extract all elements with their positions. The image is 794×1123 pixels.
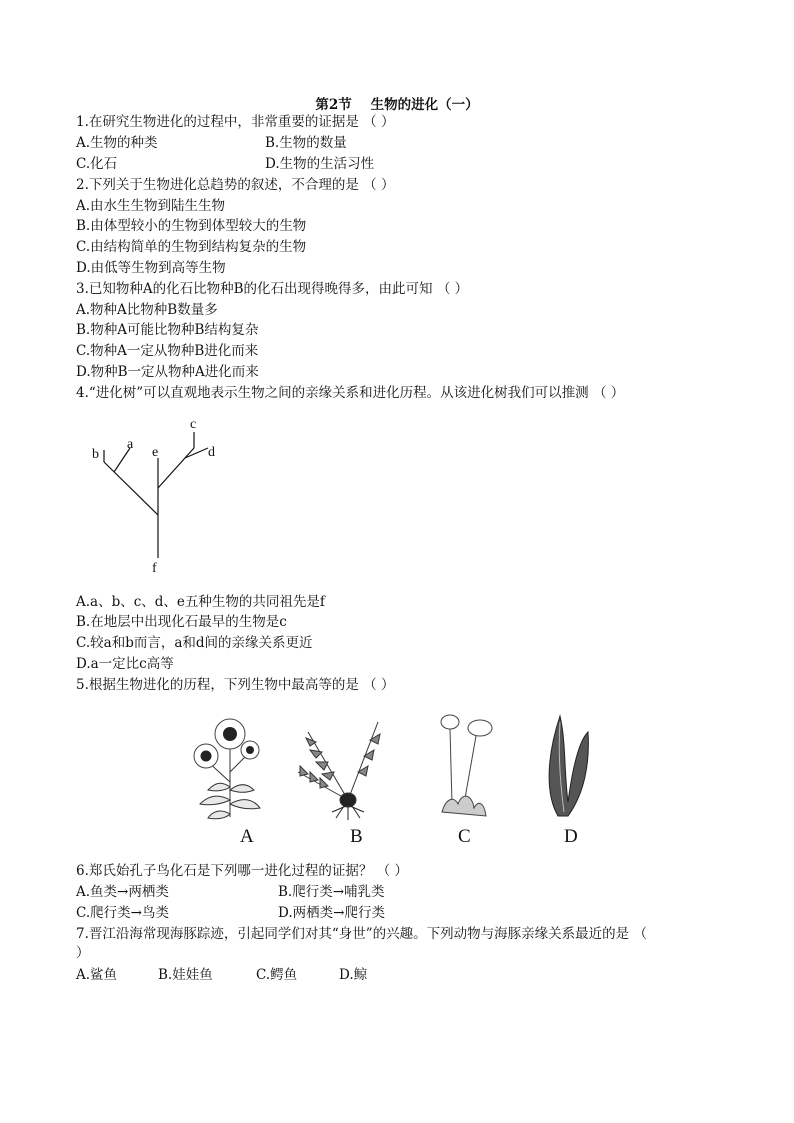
question-2-option-b: B.由体型较小的生物到体型较大的生物 xyxy=(76,218,307,234)
question-6-option-c: C.爬行类→鸟类 xyxy=(76,905,169,921)
image-label-b: B xyxy=(350,826,363,847)
image-label-c: C xyxy=(458,826,471,847)
image-label-a: A xyxy=(240,826,254,847)
question-6-option-a: A.鱼类→两栖类 xyxy=(76,884,169,900)
question-1-option-b: B.生物的数量 xyxy=(265,135,347,151)
question-1-stem: 1.在研究生物进化的过程中，非常重要的证据是 （ ） xyxy=(76,114,395,130)
question-4-stem: 4.“进化树”可以直观地表示生物之间的亲缘关系和进化历程。从该进化树我们可以推测 （ ） xyxy=(76,385,625,401)
question-3-option-d: D.物种B一定从物种A进化而来 xyxy=(76,364,259,380)
tree-label-c: c xyxy=(190,417,197,432)
evolution-tree-diagram xyxy=(80,410,240,580)
question-7-stem-line1: 7.晋江沿海常现海豚踪迹，引起同学们对其“身世”的兴趣。下列动物与海豚亲缘关系最近的是 （ xyxy=(76,926,647,942)
sunflower-plant-image xyxy=(186,712,268,822)
question-6-option-b: B.爬行类→哺乳类 xyxy=(278,884,385,900)
question-7-option-d: D.鲸 xyxy=(339,967,368,983)
tree-branch-d xyxy=(185,448,208,458)
tree-label-f: f xyxy=(152,561,157,576)
question-7-stem-line2: ） xyxy=(76,945,90,961)
question-1-option-c: C.化石 xyxy=(76,156,118,172)
question-2-stem: 2.下列关于生物进化总趋势的叙述，不合理的是 （ ） xyxy=(76,177,395,193)
seaweed-plant-image xyxy=(538,712,596,822)
question-1-option-d: D.生物的生活习性 xyxy=(265,156,375,172)
question-4-option-d: D.a一定比c高等 xyxy=(76,656,174,672)
moss-plant-image xyxy=(428,712,502,822)
tree-label-b: b xyxy=(92,447,99,462)
image-label-d: D xyxy=(564,826,578,847)
fern-plant-image xyxy=(288,712,392,822)
tree-label-d: d xyxy=(208,445,215,460)
question-2-option-d: D.由低等生物到高等生物 xyxy=(76,260,226,276)
question-2-option-a: A.由水生生物到陆生生物 xyxy=(76,198,226,214)
question-3-option-c: C.物种A一定从物种B进化而来 xyxy=(76,343,259,359)
question-6-option-d: D.两栖类→爬行类 xyxy=(278,905,385,921)
question-1-option-a: A.生物的种类 xyxy=(76,135,158,151)
tree-branch-ab xyxy=(104,462,158,515)
question-7-option-c: C.鳄鱼 xyxy=(256,967,298,983)
question-5-stem: 5.根据生物进化的历程，下列生物中最高等的是 （ ） xyxy=(76,677,395,693)
tree-branch-cd xyxy=(158,448,194,488)
tree-label-e: e xyxy=(152,445,159,460)
question-3-option-a: A.物种A比物种B数量多 xyxy=(76,302,218,318)
question-6-stem: 6.郑氏始孔子鸟化石是下列哪一进化过程的证据？ （ ） xyxy=(76,863,408,879)
question-4-option-a: A.a、b、c、d、e五种生物的共同祖先是f xyxy=(76,594,325,610)
question-4-option-b: B.在地层中出现化石最早的生物是c xyxy=(76,614,287,630)
question-4-option-c: C.较a和b而言，a和d间的亲缘关系更近 xyxy=(76,635,313,651)
question-2-option-c: C.由结构简单的生物到结构复杂的生物 xyxy=(76,239,307,255)
tree-label-a: a xyxy=(127,437,134,452)
question-3-stem: 3.已知物种A的化石比物种B的化石出现得晚得多，由此可知 （ ） xyxy=(76,281,469,297)
plant-image-labels xyxy=(230,824,590,848)
question-3-option-b: B.物种A可能比物种B结构复杂 xyxy=(76,322,259,338)
question-7-option-b: B.娃娃鱼 xyxy=(158,967,213,983)
question-7-option-a: A.鲨鱼 xyxy=(76,967,118,983)
page-title: 第2节 生物的进化（一） xyxy=(315,97,479,113)
